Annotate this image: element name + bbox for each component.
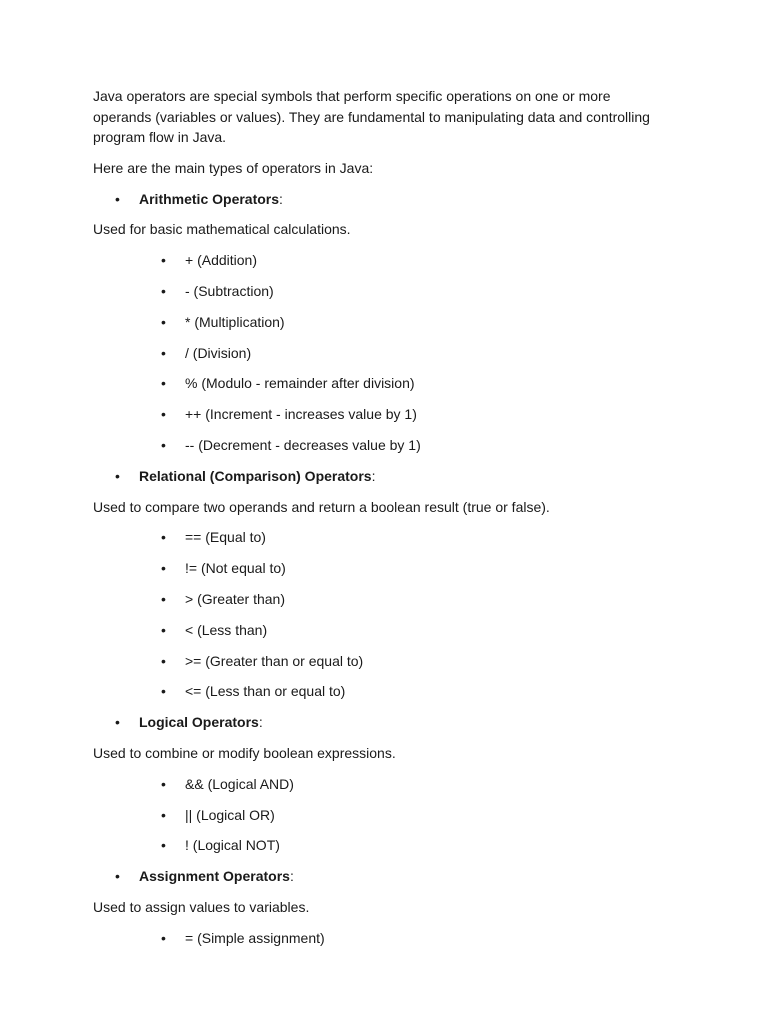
- operator-list-item: • == (Equal to): [93, 527, 653, 548]
- section-description: Used to combine or modify boolean expressions.: [93, 744, 396, 761]
- operator-list-relational-comparison-operators: [93, 527, 653, 701]
- operator-list-item: • % (Modulo - remainder after division): [93, 373, 653, 394]
- section-description: Used to assign values to variables.: [93, 898, 310, 915]
- section-heading-arithmetic-operators: [93, 189, 653, 210]
- operator-list-item: • > (Greater than): [93, 589, 653, 610]
- operator-list-item: • || (Logical OR): [93, 805, 653, 826]
- operator-list-logical-operators: [93, 774, 653, 856]
- operator-list-item: • * (Multiplication): [93, 312, 653, 333]
- section-heading-relational-comparison-operators: [93, 466, 653, 487]
- section-title-colon: :: [371, 467, 376, 484]
- operator-list-item: • && (Logical AND): [93, 774, 653, 795]
- operator-list-item: • + (Addition): [93, 250, 653, 271]
- operator-list-item: • >= (Greater than or equal to): [93, 651, 653, 672]
- section-title-colon: :: [289, 868, 294, 885]
- operator-list-item: • != (Not equal to): [93, 558, 653, 579]
- section-title: Assignment Operators: [139, 868, 290, 885]
- operator-list-item: • - (Subtraction): [93, 281, 653, 302]
- operator-list-item: • <= (Less than or equal to): [93, 681, 653, 702]
- section-title: Logical Operators: [139, 714, 259, 731]
- section-heading-assignment-operators: [93, 866, 653, 887]
- operator-list-item: • < (Less than): [93, 620, 653, 641]
- section-list: [93, 712, 653, 733]
- operator-sections: [93, 189, 653, 949]
- section-title-colon: :: [279, 190, 283, 207]
- types-heading: Here are the main types of operators in Java:: [93, 159, 374, 176]
- section-list: [93, 189, 653, 210]
- section-heading-logical-operators: [93, 712, 653, 733]
- operator-list-item: • -- (Decrement - decreases value by 1): [93, 435, 653, 456]
- section-list: [93, 866, 653, 887]
- operator-list-arithmetic-operators: [93, 250, 653, 455]
- operator-list-item: • = (Simple assignment): [93, 928, 653, 949]
- section-title-colon: :: [258, 714, 263, 731]
- section-title: Arithmetic Operators: [139, 190, 280, 207]
- operator-list-assignment-operators: [93, 928, 653, 949]
- operator-list-item: • / (Division): [93, 343, 653, 364]
- operator-list-item: • ! (Logical NOT): [93, 835, 653, 856]
- section-title: Relational (Comparison) Operators: [139, 467, 372, 484]
- operator-list-item: • ++ (Increment - increases value by 1): [93, 404, 653, 425]
- section-list: [93, 466, 653, 487]
- section-description: Used to compare two operands and return a boolean result (true or false).: [93, 498, 550, 515]
- document-body: [93, 86, 653, 959]
- intro-paragraph: Java operators are special symbols that perform specific operations on one or more operands (variables or values). They are fundamental to manipulating data and controlling program flow in Java.: [93, 88, 650, 145]
- section-description: Used for basic mathematical calculations.: [93, 221, 351, 238]
